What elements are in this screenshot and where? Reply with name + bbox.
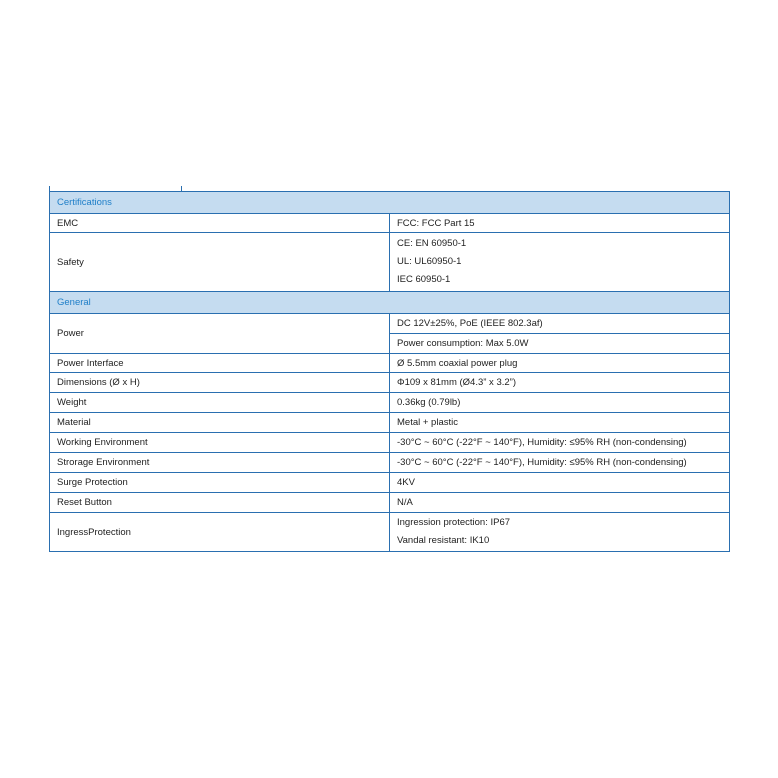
spec-label: Dimensions (Ø x H) bbox=[50, 373, 390, 393]
section-header-general bbox=[50, 292, 730, 314]
spec-value: 0.36kg (0.79lb) bbox=[390, 393, 730, 413]
spec-row-surge-protection bbox=[50, 473, 730, 493]
spec-value: Power consumption: Max 5.0W bbox=[390, 334, 730, 354]
spec-label: Material bbox=[50, 413, 390, 433]
spec-value: Ø 5.5mm coaxial power plug bbox=[390, 354, 730, 373]
spec-value: 4KV bbox=[390, 473, 730, 493]
spec-label: Surge Protection bbox=[50, 473, 390, 493]
spec-label: IngressProtection bbox=[50, 513, 390, 552]
section-title: Certifications bbox=[50, 192, 730, 214]
spec-value: N/A bbox=[390, 493, 730, 513]
spec-row-weight bbox=[50, 393, 730, 413]
spec-value: Vandal resistant: IK10 bbox=[397, 535, 490, 546]
spec-row-power-1 bbox=[50, 314, 730, 334]
spec-label: Reset Button bbox=[50, 493, 390, 513]
spec-value: -30°C ~ 60°C (-22°F ~ 140°F), Humidity: ≤95% RH (non-condensing) bbox=[390, 453, 730, 473]
table-top-stub bbox=[49, 186, 730, 191]
spec-value: UL: UL60950-1 bbox=[397, 256, 462, 267]
spec-row-storage-environment bbox=[50, 453, 730, 473]
spec-label: Working Environment bbox=[50, 433, 390, 453]
spec-row-ingress-protection bbox=[50, 513, 730, 552]
spec-label: EMC bbox=[50, 214, 390, 233]
spec-label: Safety bbox=[50, 233, 390, 292]
spec-row-reset-button bbox=[50, 493, 730, 513]
spec-value: Metal + plastic bbox=[390, 413, 730, 433]
spec-row-material bbox=[50, 413, 730, 433]
spec-sheet bbox=[49, 186, 730, 552]
spec-row-working-environment bbox=[50, 433, 730, 453]
spec-value: Ingression protection: IP67 bbox=[397, 517, 511, 528]
spec-value: FCC: FCC Part 15 bbox=[390, 214, 730, 233]
spec-value-group bbox=[390, 233, 730, 292]
spec-value: DC 12V±25%, PoE (IEEE 802.3af) bbox=[390, 314, 730, 334]
spec-row-dimensions bbox=[50, 373, 730, 393]
section-title: General bbox=[50, 292, 730, 314]
spec-label: Weight bbox=[50, 393, 390, 413]
spec-table bbox=[49, 191, 730, 552]
spec-label: Strorage Environment bbox=[50, 453, 390, 473]
spec-row-emc bbox=[50, 214, 730, 233]
spec-value-group bbox=[390, 513, 730, 552]
section-header-certifications bbox=[50, 192, 730, 214]
spec-value: IEC 60950-1 bbox=[397, 274, 451, 285]
spec-value: Φ109 x 81mm (Ø4.3” x 3.2”) bbox=[390, 373, 730, 393]
spec-value: -30°C ~ 60°C (-22°F ~ 140°F), Humidity: ≤95% RH (non-condensing) bbox=[390, 433, 730, 453]
spec-value: CE: EN 60950-1 bbox=[397, 238, 467, 249]
spec-label: Power Interface bbox=[50, 354, 390, 373]
spec-row-safety bbox=[50, 233, 730, 292]
spec-row-power-interface bbox=[50, 354, 730, 373]
spec-label: Power bbox=[50, 314, 390, 354]
